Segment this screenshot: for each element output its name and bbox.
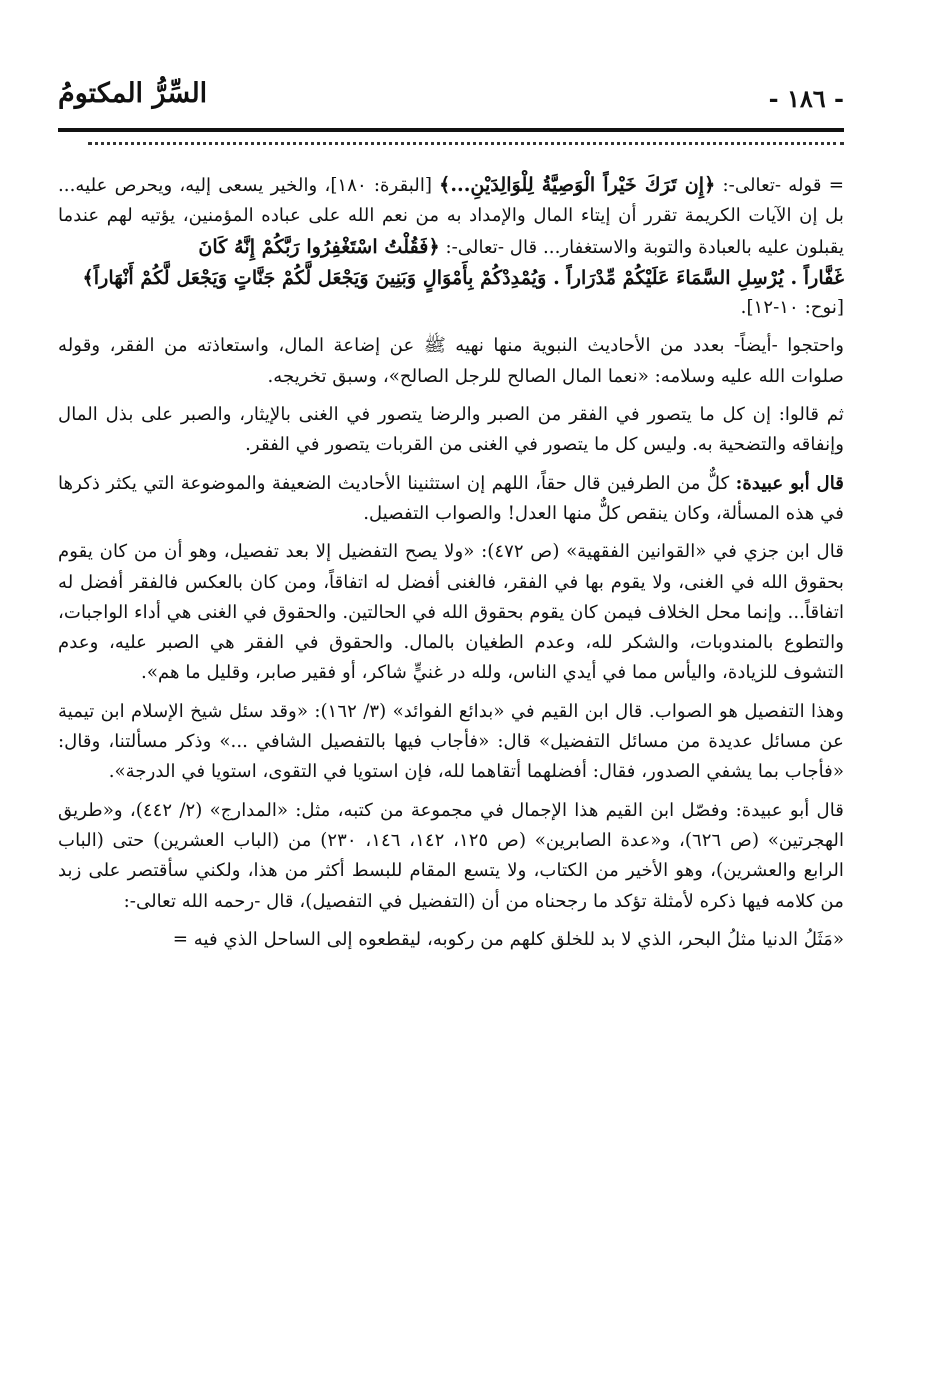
paragraph-5: قال ابن جزي في «القوانين الفقهية» (ص ٤٧٢): «ولا يصح التفضيل إلا بعد تفصيل، وهو أن من كان يقوم بحقوق الله في الغنى، ولا يقوم بها في الفقر، فالغنى أفضل له اتفاقاً، ومن كان بالعكس فالفقر أفضل له اتفاقاً... وإنما محل الخلاف فيمن كان يقوم بحقوق الله في الحالتين. والحقوق في الغنى هي أداء الواجبات، والتطوع بالمندوبات، والشكر لله، وعدم الطغيان بالمال. والحقوق في الفقر هي الصبر عليه، وعدم التشوف للزيادة، واليأس مما في أيدي الناس، ولله در غنيٍّ شاكر، أو فقير صابر، وقليل ما هم». bbox=[58, 541, 844, 684]
p1-text-a: = قوله -تعالى-: bbox=[715, 175, 844, 196]
page-header bbox=[58, 78, 844, 132]
quran-verse-2b: غَفَّاراً . يُرْسِلِ السَّمَاءَ عَلَيْكُمْ مِّدْرَاراً . وَيُمْدِدْكُمْ بِأَمْوَالٍ وَبَنِينَ وَيَجْعَل لَّكُمْ جَنَّاتٍ وَيَجْعَل لَّكُمْ أَنْهَاراً﴾ bbox=[82, 265, 844, 289]
paragraph-6: وهذا التفصيل هو الصواب. قال ابن القيم في «بدائع الفوائد» (٣/ ١٦٢): «وقد سئل شيخ الإسلام ابن تيمية عن مسائل عديدة من مسائل التفضيل» قال: «فأجاب فيها بالتفصيل الشافي ...» وذكر مسألتنا، وقال: «فأجاب بما يشفي الصدور، فقال: أفضلهما أتقاهما لله، فإن استويا في التقوى، استويا في الدرجة». bbox=[58, 700, 844, 783]
paragraph-3: ثم قالوا: إن كل ما يتصور في الفقر من الصبر والرضا يتصور في الغنى بالإيثار، والصبر على بذل المال وإنفاقه والتضحية به. وليس كل ما يتصور في الغنى من القربات يتصور في الفقر. bbox=[58, 404, 844, 456]
paragraph-8: «مَثَلُ الدنيا مثلُ البحر، الذي لا بد للخلق كلهم من ركوبه، ليقطعوه إلى الساحل الذي فيه = bbox=[172, 928, 844, 950]
quran-verse-1: ﴿إِن تَرَكَ خَيْراً الْوَصِيَّةُ لِلْوَالِدَيْنِ...﴾ bbox=[439, 173, 716, 196]
p1-line-2: عليه... بل إن الآيات الكريمة تقرر أن إيتاء المال والإمداد به من نعم الله على عباده المؤمنين، يؤتيه bbox=[58, 175, 844, 227]
page-number: - ١٨٦ - bbox=[768, 84, 844, 113]
paragraph-4 bbox=[58, 469, 844, 530]
p1-line-3a: لهم عندما يقبلون عليه بالعبادة والتوبة والاستغفار... قال -تعالى-: bbox=[58, 205, 844, 258]
p1-text-c: [البقرة: ١٨٠]، والخير يسعى إليه، ويحرص bbox=[114, 175, 440, 196]
paragraph-2: واحتجوا -أيضاً- بعدد من الأحاديث النبوية منها نهيه ﷺ عن إضاعة المال، واستعاذته من الفقر، وقوله صلوات الله عليه وسلامه: «نعما المال الصالح للرجل الصالح»، وسبق تخريجه. bbox=[58, 335, 844, 387]
quran-reference: [نوح: ١٠-١٢]. bbox=[740, 297, 844, 319]
author-lead: قال أبو عبيدة: bbox=[735, 472, 844, 494]
paragraph-4-text: كلٌّ من الطرفين قال حقاً، اللهم إن استثنينا الأحاديث الضعيفة والموضوعة التي يكثر ذكرها في هذه المسألة، وكان ينقص كلٌّ منها العدل! والصواب التفصيل. bbox=[58, 472, 844, 524]
dotted-separator bbox=[88, 142, 844, 149]
paragraph-7: قال أبو عبيدة: وفصّل ابن القيم هذا الإجمال في مجموعة من كتبه، مثل: «المدارج» (٢/ ٤٤٢)، و«طريق الهجرتين» (ص ٦٢٦)، و«عدة الصابرين» (ص ١٢٥، ١٤٢، ١٤٦، ٢٣٠) من (الباب العشرين) حتى (الباب الرابع والعشرين)، وهو الأخير من الكتاب، ولا يتسع المقام للبسط أكثر من هذا، ولكني سأقتصر على زبد من كلامه فيها ذكره لأمثلة تؤكد ما رجحناه من أن (التفضيل في التفصيل)، قال -رحمه الله تعالى-: bbox=[58, 799, 844, 912]
page-body bbox=[58, 170, 844, 963]
book-title: السِّرُّ المكتومُ bbox=[58, 78, 208, 109]
quran-verse-2a: ﴿فَقُلْتُ اسْتَغْفِرُوا رَبَّكُمْ إِنَّهُ كَانَ bbox=[198, 234, 440, 258]
paragraph-1 bbox=[58, 170, 844, 323]
